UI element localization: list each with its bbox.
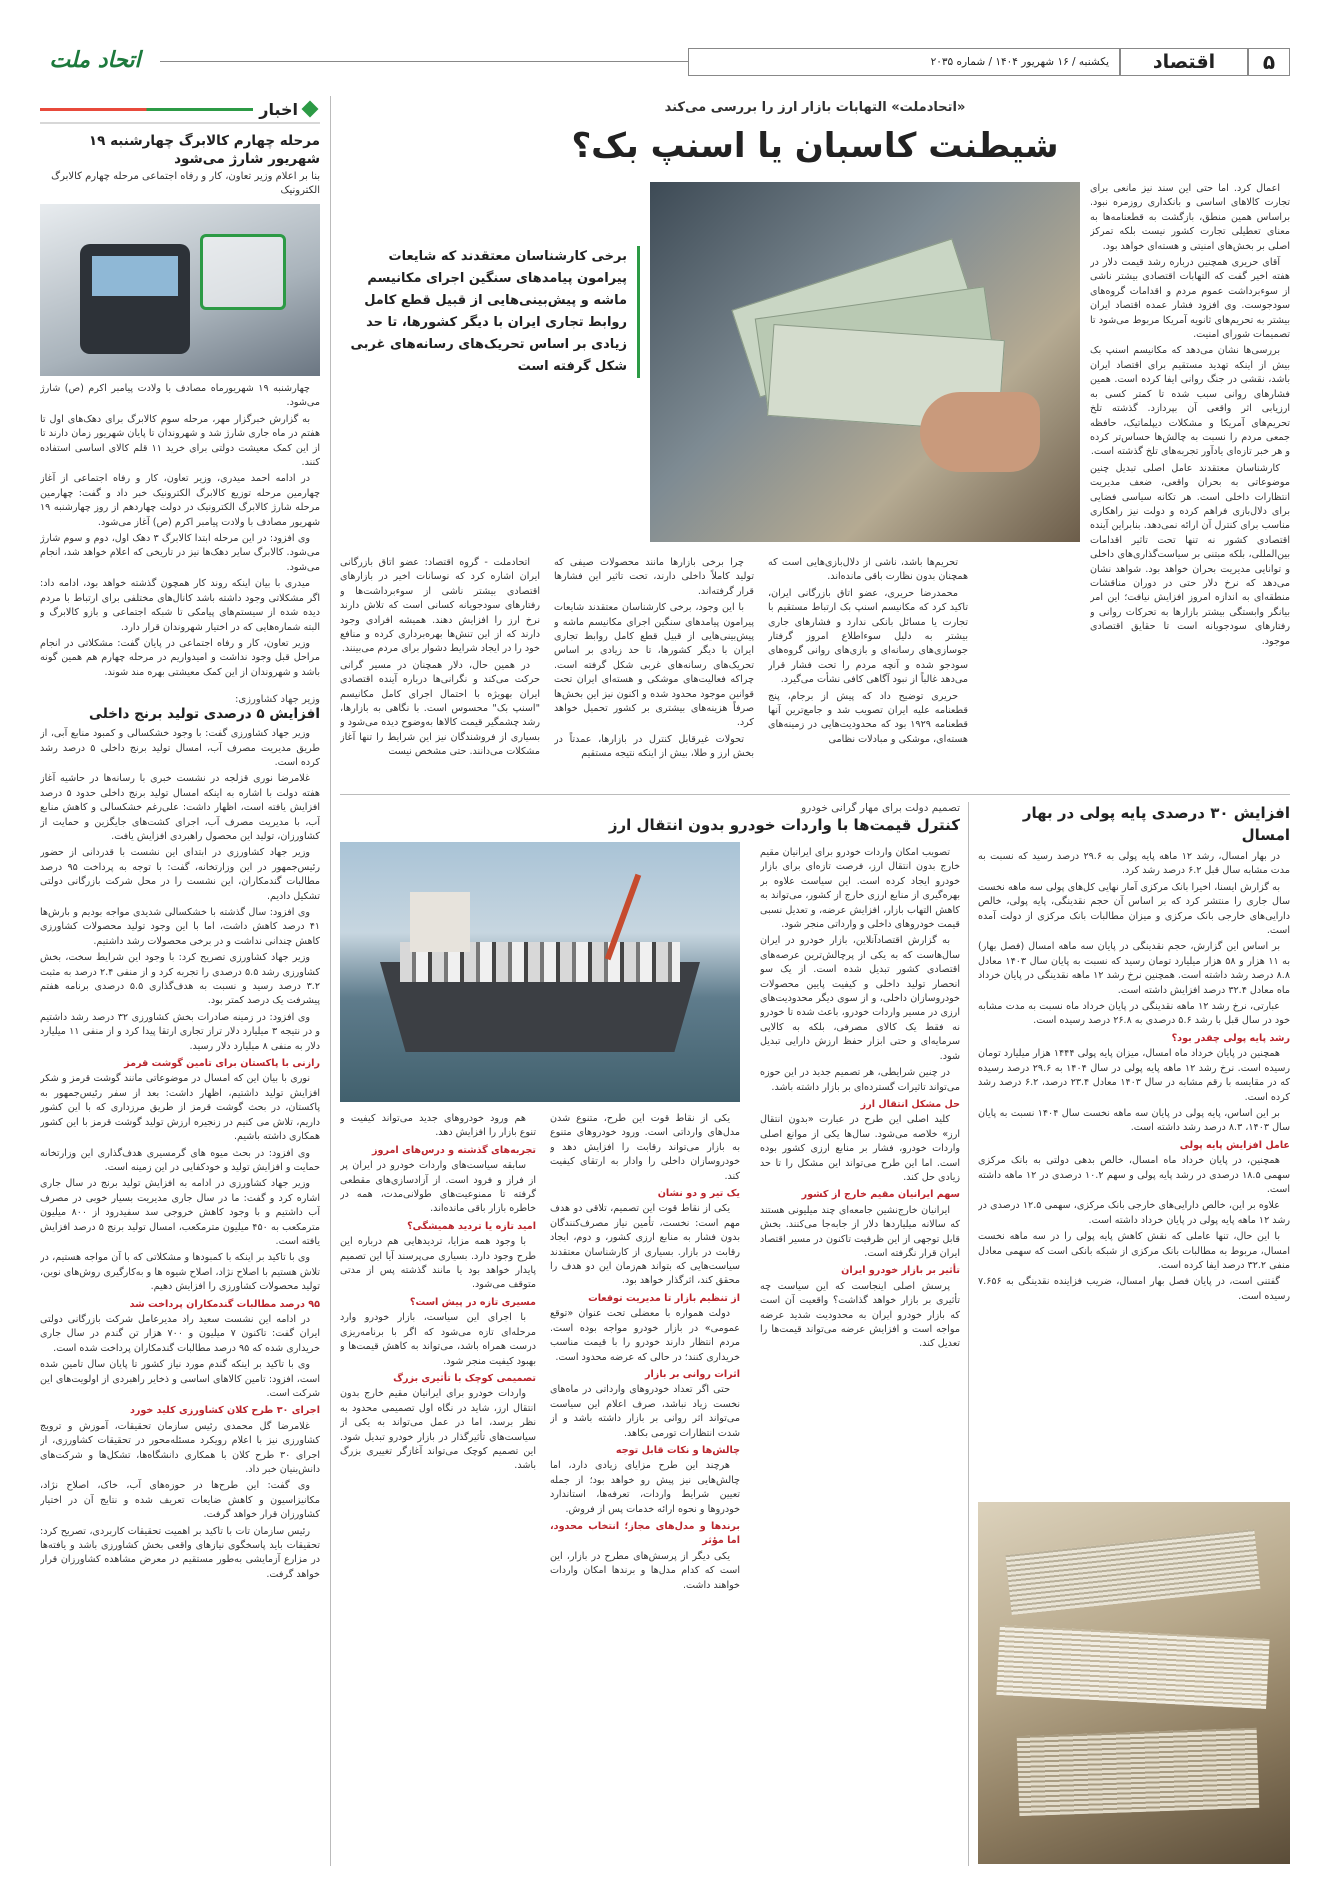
car-col-2 <box>550 1112 740 1864</box>
subheading: چالش‌ها و نکات قابل توجه <box>615 1444 740 1456</box>
paragraph: با این وجود، برخی کارشناسان معتقدند شایعات پیرامون پیامدهای سنگین اجرای مکانیسم ماشه و پیش‌بینی‌هایی از قبیل قطع کامل روابط تجاری ایران با دیگر کشورها، تا حد زیادی بر اساس تحریک‌های رسانه‌های غربی شکل گرفته است. چراکه فعالیت‌های موشکی و هسته‌ای ایران تحت قوانین موجود محدود شده و اکنون نیز این بخش‌ها صرفاً هزینه‌های بیشتری بر کشور تحمیل خواهد کرد. <box>554 602 754 729</box>
paragraph: ایرانیان خارج‌نشین جامعه‌ای چند میلیونی هستند که سالانه میلیاردها دلار از جابه‌جا می‌کنند. بخش قابل توجهی از این ظرفیت تاکنون در مسیر اقتصاد ایران قرار نگرفته است. <box>760 1204 960 1259</box>
cart-graphic-shape <box>200 234 286 310</box>
page-number-box <box>1248 48 1290 76</box>
paragraph: محمدرضا حریری، عضو اتاق بازرگانی ایران، تاکید کرد که مکانیسم اسنپ بک ارتباط مستقیم با تجارت یا مسائل بانکی ندارد و فشارهای جاری بیشتر به دلیل سوءاطلاع امروز گرفتار جوسازی‌های رسانه‌ای و بازی‌های روانی گروه‌های سودجو شده و آنچه مردم را تحت فشار قرار می‌دهد غالباً از نبود آگاهی کافی نشأت می‌گیرد. <box>768 587 968 686</box>
subheading: سهم ایرانیان مقیم خارج از کشور <box>801 1189 960 1201</box>
car-col-1 <box>760 846 960 1864</box>
subheading: ۹۵ درصد مطالبات گندمکاران پرداخت شد <box>129 1298 320 1310</box>
car-kicker: تصمیم دولت برای مهار گرانی خودرو <box>801 802 960 814</box>
subheading: رازنی با پاکستان برای تامین گوشت قرمز <box>124 1058 320 1070</box>
paragraph: در همین حال، دلار همچنان در مسیر گرانی حرکت می‌کند و نگرانی‌ها درباره آینده اقتصادی ایران بهویژه با احتمال اجرای کامل مکانیسم "اسنپ بک" محسوس است. با نگاهی به بازارها، رشد چشمگیر قیمت کالاها به‌وضوح دیده می‌شود و بسیاری از فروشندگان نیز این شرایط را تنها آغاز مشکلات می‌دانند. حتی مشخص نیست <box>340 659 540 758</box>
paragraph: عبارتی، نرخ رشد ۱۲ ماهه نقدینگی در پایان خرداد ماه نسبت به مدت مشابه خود در سال قبل با رشد ۵.۶ درصدی به ۲۶.۸ درصد رسیده است. <box>978 1001 1290 1027</box>
masthead <box>40 40 1290 82</box>
paragraph: هم ورود خودروهای جدید می‌تواند کیفیت و تنوع بازار را افزایش دهد. <box>340 1113 536 1139</box>
paragraph: با این حال، تنها عاملی که نقش کاهش پایه پولی را در سه ماهه نخست امسال، مربوط به مطالبات بانک مرکزی از شبکه بانکی است که سهمی معادل منفی ۳۲.۲ درصد ایفا کرده است. <box>978 1231 1290 1271</box>
ship-photo <box>340 842 740 1102</box>
subheading: تجربه‌های گذشته و درس‌های امروز <box>372 1144 536 1156</box>
paragraph: دولت همواره با معضلی تحت عنوان «توقع عمومی» در بازار خودرو مواجه بوده است. مردم انتظار دارند خودرو را با قیمت مناسب خریداری کنند؛ در حالی که عرضه محدود است. <box>550 1308 740 1363</box>
news-column <box>40 96 320 1866</box>
news-item1-title: مرحله چهارم کالابرگ چهارشنبه ۱۹ شهریور شارژ می‌شود <box>88 133 320 167</box>
cash-stack-shape <box>996 1625 1269 1709</box>
news-item1-lead: بنا بر اعلام وزیر تعاون، کار و رفاه اجتماعی مرحله چهارم کالابرگ الکترونیک <box>51 171 320 196</box>
car-article <box>340 802 960 1866</box>
subheading: حل مشکل انتقال ارز <box>860 1098 960 1110</box>
paragraph: با وجود همه مزایا، تردیدهایی هم درباره این طرح وجود دارد. بسیاری می‌پرسند آیا این تصمیم پایدار خواهد بود یا مانند گذشته پس از مدتی متوقف می‌شود. <box>340 1236 536 1291</box>
paragraph: آقای حریری همچنین درباره رشد قیمت دلار در هفته اخیر گفت که التهابات اقتصادی بیشتر ناشی از سوءبرداشت عموم مردم و اقدامات گروه‌های سودجوست. وی افزود فشار عمده اقتصاد ایران بیشتر به تحریم‌های ثانویه آمریکا مربوط می‌شود تا تصمیمات شورای امنیت. <box>1090 257 1290 341</box>
paragraph: چرا برخی بازارها مانند محصولات صیفی که تولید کاملاً داخلی دارند، تحت تاثیر این فشارها قرار گرفته‌اند. <box>554 557 754 597</box>
paragraph: وی با تاکید بر اینکه با کمبودها و مشکلاتی که با آن مواجه هستیم، در تلاش هستیم با اصلاح نژاد، اصلاح شیوه ها و به‌کارگیری روش‌های نوین، تولید محصولات کشاورزی را افزایش دهیم. <box>40 1252 320 1293</box>
car-col-3 <box>340 1112 536 1864</box>
diamond-icon <box>302 101 319 118</box>
cash-stack-shape <box>1017 1728 1260 1816</box>
paragraph: رئیس سازمان تات با تاکید بر اهمیت تحقیقات کاربردی، تصریح کرد: تحقیقات باید پاسخگوی نیازهای واقعی بخش کشاورزی باشد و یافته‌ها در مزارع آزمایشی به‌طور مستقیم در معرض مشاهده کشاورزان قرار خواهد گرفت. <box>40 1525 320 1580</box>
paragraph: کارشناسان معتقدند عامل اصلی تبدیل چنین موضوعاتی به بحران واقعی، ضعف مدیریت انتظارات داخلی است. هر تکانه سیاسی فضایی برای دلال‌بازی فراهم کرده و دولت نیز راهکاری مناسب برای کنترل آن ارائه نمی‌دهد. بنابراین آینده اقتصادی کشور نه تنها تحت تاثیر اقدامات بین‌المللی، بلکه مبتنی بر سیاست‌گذاری‌های داخلی و توانایی مدیریت بحران خواهد بود. شواهد نشان می‌دهد که نرخ دلار حتی در دوران مناقشات منطقه‌ای به اندازه امروز افزایش نیافت؛ این امر بیانگر وابستگی بیشتر بازارها به تحرکات روانی و رفتارهای سودجویانه است تا حقایق اقتصادی موجود. <box>1090 462 1290 647</box>
money-article <box>978 802 1290 1866</box>
pullquote: برخی کارشناسان معتقدند که شایعات پیرامون پیامدهای سنگین اجرای مکانیسم ماشه و پیش‌بینی‌هایی از قبیل قطع کامل روابط تجاری ایران با دیگر کشورها، تا حد زیادی بر اساس تحریک‌های رسانه‌های غربی شکل گرفته است <box>340 246 640 378</box>
subheading: یک تیر و دو نشان <box>657 1188 740 1200</box>
paragraph: سابقه سیاست‌های واردات خودرو در ایران پر از فراز و فرود است. از آزادسازی‌های مقطعی گرفته تا ممنوعیت‌های طولانی‌مدت، همه در خاطره بازار باقی مانده‌اند. <box>340 1160 536 1215</box>
paragraph: وی افزود: در زمینه صادرات بخش کشاورزی ۳۲ درصد رشد داشتیم و در نتیجه ۳ میلیارد دلار تراز تجاری ارتقا پیدا کرد و از منفی ۱۱ میلیارد دلار به منفی ۸ میلیارد دلار رسید. <box>40 1011 320 1052</box>
paragraph: یکی از نقاط قوت این طرح، متنوع شدن مدل‌های وارداتی است. ورود خودروهای متنوع به بازار می‌تواند رقابت را افزایش دهد و خودروسازان داخلی را وادار به ارتقای کیفیت کند. <box>550 1113 740 1182</box>
paragraph: حتی اگر تعداد خودروهای وارداتی در ماه‌های نخست زیاد نباشد، صرف اعلام این سیاست می‌تواند اثر روانی بر بازار داشته باشد و از شدت انتظارات تورمی بکاهد. <box>550 1384 740 1439</box>
main-kicker: «اتحادملت» التهابات بازار ارز را بررسی می‌کند <box>664 100 966 115</box>
paragraph: اعمال کرد. اما حتی این سند نیز مانعی برای تجارت کالاهای اساسی و بانکداری روزمره نبود. براساس همین منطق، بازگشت به قطعنامه‌ها به معنای تعطیلی تجارت کشور نیست بلکه تمرکز اصلی بر بخش‌های امنیتی و هسته‌ای خواهد بود. <box>1090 183 1290 252</box>
paragraph: گفتنی است، در پایان فصل بهار امسال، ضریب فزاینده نقدینگی به ۷.۶۵۶ رسیده است. <box>978 1276 1290 1302</box>
paragraph: وزیر تعاون، کار و رفاه اجتماعی در پایان گفت: مشکلاتی در انجام مراحل قبل وجود نداشت و امیدواریم در مرحله چهارم هم همین گونه باشد و شهروندان از این کمک معیشتی بهره مند شوند. <box>40 637 320 678</box>
column-divider <box>968 802 969 1866</box>
subheading: برندها و مدل‌های مجاز؛ انتخاب محدود، اما مؤثر <box>550 1520 740 1547</box>
subheading: عامل افزایش پایه پولی <box>1179 1139 1290 1151</box>
paragraph: در ادامه احمد میدری، وزیر تعاون، کار و رفاه اجتماعی از آغاز چهارمین مرحله توزیع کالابرگ الکترونیک خبر داد و گفت: چهارمین مرحله شارژ کالابرگ الکترونیک در دولت چهاردهم از روز چهارشنبه ۱۹ شهریور مصادف با ولادت پیامبر اکرم (ص) آغاز می‌شود. <box>40 473 320 528</box>
paragraph: به گزارش خبرگزار مهر، مرحله سوم کالابرگ برای دهک‌های اول تا هفتم در ماه جاری شارژ شد و شهروندان تا پایان شهریور زمان دارند تا از این کمک معیشت دولتی برای خرید ۱۱ قلم کالای اساسی استفاده کنند. <box>40 413 320 469</box>
paragraph: پرسش اصلی اینجاست که این سیاست چه تأثیری بر بازار خواهد گذاشت؟ واقعیت آن است که بازار خودرو ایران به محدودیت شدید عرضه مواجه است و افزایش عرضه می‌تواند قیمت‌ها را تعدیل کند. <box>760 1280 960 1350</box>
paragraph: وی گفت: این طرح‌ها در حوزه‌های آب، خاک، اصلاح نژاد، مکانیزاسیون و کاهش ضایعات تعریف شده و نتایج آن در اختیار کشاورزان قرار خواهد گرفت. <box>40 1480 320 1521</box>
paragraph: یکی از نقاط قوت این تصمیم، تلاقی دو هدف مهم است: نخست، تأمین نیاز مصرف‌کنندگان بدون فشار به منابع ارزی کشور، و دوم، ایجاد رقابت در بازار. بسیاری از کارشناسان معتقدند سیاست‌هایی که بتواند هم‌زمان این دو هدف را محقق کند، اثرگذار خواهد بود. <box>550 1203 740 1287</box>
paragraph: در بهار امسال، رشد ۱۲ ماهه پایه پولی به ۲۹.۶ درصد رسید که نسبت به مدت مشابه سال قبل ۶.۲ درصد رشد کرد. <box>978 851 1290 877</box>
paragraph: در ادامه این نشست سعید راد مدیرعامل شرکت بازرگانی دولتی ایران گفت: تاکنون ۷ میلیون و ۷۰۰ هزار تن گندم در سال جاری خریداری شده که ۹۵ درصد مطالبات گندمکاران پرداخت شده است. <box>40 1313 320 1354</box>
subheading: تصمیمی کوچک با تأثیری بزرگ <box>393 1372 536 1384</box>
horizontal-divider <box>340 794 1290 795</box>
car-headline: کنترل قیمت‌ها با واردات خودرو بدون انتقال ارز <box>608 816 960 834</box>
pos-screen-shape <box>92 256 178 296</box>
paragraph: وزیر جهاد کشاورزی تصریح کرد: با وجود این شرایط سخت، بخش کشاورزی رشد ۵.۵ درصدی را تجربه کرد و از منفی ۲.۴ درصد به مثبت ۳.۲ درصد رسید و نسبت به هدف‌گذاری ۵.۵ درصدی برنامه هفتم پیشرفت یک درصد کمتر بود. <box>40 952 320 1007</box>
paragraph: وی افزود: سال گذشته با خشکسالی شدیدی مواجه بودیم و بارش‌ها ۴۱ درصد کاهش داشت، اما با این وجود تولید محصولات کشاورزی کاهش چندانی نداشت و در برخی محصولات رشد داشتیم. <box>40 907 320 947</box>
paragraph: میدری با بیان اینکه روند کار همچون گذشته خواهد بود، ادامه داد: اگر مشکلاتی وجود داشته باشد کانال‌های مختلفی برای ارتباط با مردم دیده شده از سیستم‌های پیامکی تا شبکه اجتماعی و بازو کالابرگ و البته شماره‌هایی که در اختیار شهروندان قرار دارد. <box>40 578 320 633</box>
news-heading: اخبار <box>259 99 298 119</box>
main-col-right <box>1090 182 1290 782</box>
subheading: مسیری تازه در پیش است؟ <box>409 1296 536 1308</box>
paragraph: با اجرای این سیاست، بازار خودرو وارد مرحله‌ای تازه می‌شود که اگر با برنامه‌ریزی درست همراه باشد، می‌تواند به کاهش قیمت‌ها و بهبود کیفیت منجر شود. <box>340 1312 536 1367</box>
section-title: اقتصاد <box>1152 51 1216 73</box>
paragraph: واردات خودرو برای ایرانیان مقیم خارج بدون انتقال ارز، شاید در نگاه اول تصمیمی محدود به نظر برسد، اما در عمل می‌تواند به یکی از سیاست‌های تأثیرگذار در بازار خودرو تبدیل شود. این تصمیم کوچک می‌تواند آغازگر تغییری بزرگ باشد. <box>340 1388 536 1472</box>
paragraph: همچنین، در پایان خرداد ماه امسال، خالص بدهی دولتی به بانک مرکزی سهمی ۱۸.۵ درصدی در رشد پایه پولی و سهم ۱۰.۲ درصدی در ۱۲ ماهه داشته است. <box>978 1155 1290 1195</box>
news-item2-kicker: وزیر جهاد کشاورزی: <box>234 694 320 706</box>
card-reader-photo <box>40 204 320 376</box>
paragraph: یکی دیگر از پرسش‌های مطرح در بازار، این است که کدام مدل‌ها و برندها امکان واردات خواهند داشت. <box>550 1550 740 1591</box>
logo-text: اتحاد ملت <box>49 47 141 73</box>
paragraph: بررسی‌ها نشان می‌دهد که مکانیسم اسنپ بک بیش از اینکه تهدید مستقیم برای اقتصاد ایران باشد، نقشی در جنگ روانی ایفا کرده است. همین فشارهای روانی سبب شده تا کمتر کسی به ارزیابی اثر واقعی آن بپردازد. گذشته تلخ تحریم‌های آمریکا و مشکلات دیپلماتیک، حافظه جمعی مردم را نسبت به چالش‌ها حساس‌تر کرده و هر خبر تازه‌ای یادآور تجربه‌های تلخ گذشته است. <box>1090 345 1290 458</box>
date-box <box>688 48 1120 76</box>
paragraph: بر این اساس، پایه پولی در پایان سه ماهه نخست سال ۱۴۰۴ نسبت به پایان سال ۱۴۰۳، ۸.۳ درصد رشد داشته است. <box>978 1107 1290 1134</box>
money-headline: افزایش ۳۰ درصدی پایه پولی در بهار امسال <box>1022 804 1290 844</box>
paragraph: وی افزود: در این مرحله ابتدا کالابرگ ۳ دهک اول، دوم و سوم شارژ می‌شود. کالابرگ سایر دهک‌ها نیز در تاریخی که اعلام خواهد شد، انجام می‌شود. <box>40 533 320 573</box>
paragraph: حریری توضیح داد که پیش از برجام، پنج قطعنامه علیه ایران تصویب شد و جامع‌ترین آنها قطعنامه ۱۹۲۹ بود که محدودیت‌هایی در زمینه‌های هسته‌ای، موشکی و مبادلات نظامی <box>768 690 968 745</box>
main-col-b <box>554 556 754 781</box>
news-item2-title: افزایش ۵ درصدی تولید برنج داخلی <box>89 706 320 723</box>
paragraph: تصویب امکان واردات خودرو برای ایرانیان مقیم خارج بدون انتقال ارز، فرصت تازه‌ای برای بازار خودرو ایجاد کرده است. این سیاست علاوه بر بهره‌گیری از منابع ارزی خارج از کشور، می‌تواند به کاهش التهاب بازار، افزایش عرضه، و تعدیل نسبی قیمت خودروهای داخلی و وارداتی منجر شود. <box>760 847 960 931</box>
banknotes-photo <box>978 1502 1290 1864</box>
pullquote-box <box>340 246 640 506</box>
paragraph: تحولات غیرقابل کنترل در بازارها، عمدتاً در بخش ارز و طلا، بیش از اینکه نتیجه مستقیم <box>554 733 754 760</box>
paragraph: وی با تاکید بر اینکه گندم مورد نیاز کشور تا پایان سال تامین شده است، افزود: تامین کالاهای اساسی و ذخایر راهبردی از اولویت‌های این شرکت است. <box>40 1359 320 1399</box>
paragraph: همچنین در پایان خرداد ماه امسال، میزان پایه پولی ۱۴۴۴ هزار میلیارد تومان رسیده است. نرخ رشد ۱۲ ماهه پایه پولی در سال ۱۴۰۴ به ۲۹.۶ درصد رسیده که در مقایسه با رقم مشابه در سال ۱۴۰۳ معادل ۲۳.۴ درصد، ۶.۲ درصد رشد کرده است. <box>978 1048 1290 1103</box>
subheading: اجرای ۳۰ طرح کلان کشاورزی کلید خورد <box>129 1405 320 1417</box>
section-box <box>1120 48 1248 76</box>
news-item1-body <box>40 382 320 680</box>
paragraph: کلید اصلی این طرح در عبارت «بدون انتقال ارز» خلاصه می‌شود. سال‌ها یکی از موانع اصلی واردات خودرو، فشار بر منابع ارزی کشور بوده است. اما این طرح می‌تواند این مشکل را تا حد زیادی حل کند. <box>760 1114 960 1183</box>
money-body <box>978 850 1290 1510</box>
subheading: امید تازه یا تردید همیشگی؟ <box>407 1220 536 1232</box>
paragraph: وی افزود: در بحث میوه های گرمسیری هدف‌گذاری این وزارتخانه حمایت و افزایش تولید و خودکفایی در این زمینه است. <box>40 1147 320 1173</box>
subheading: رشد پایه پولی چقدر بود؟ <box>1171 1032 1290 1044</box>
main-col-a <box>340 556 540 781</box>
main-headline: شیطنت کاسبان یا اسنپ بک؟ <box>571 126 1059 166</box>
news-heading-stripe <box>40 108 253 111</box>
paragraph: غلامرضا گل محمدی رئیس سازمان تحقیقات، آموزش و ترویج کشاورزی نیز با اعلام رویکرد مسئله‌محور در تحقیقات کشاورزی، از اجرای ۳۰ طرح کلان با همکاری دانشگاه‌ها، تشکل‌ها و شرکت‌های دانش‌بنیان خبر داد. <box>40 1420 320 1476</box>
subheading: اثرات روانی بر بازار <box>644 1368 740 1380</box>
masthead-rule <box>160 61 688 62</box>
logo <box>40 40 150 82</box>
date-issue: یکشنبه / ۱۶ شهریور ۱۴۰۴ / شماره ۲۰۳۵ <box>930 56 1109 68</box>
paragraph: وزیر جهاد کشاورزی در ادامه به افزایش تولید برنج در سال جاری اشاره کرد و گفت: ما در سال جاری مدیریت بسیار خوبی در مصرف آب داشتیم و با وجود کاهش خروجی سد سفیدرود از ۸۰۰ میلیون مترمکعب به ۴۵۰ میلیون مترمکعب، امسال تولید برنج ۵ درصد افزایش یافته است. <box>40 1178 320 1247</box>
paragraph: به گزارش ایسنا، اخیرا بانک مرکزی آمار نهایی کل‌های پولی سه ماهه نخست سال جاری را منتشر کرد که بر اساس آن حجم نقدینگی، پایه پولی، خالص دارایی‌های خارجی بانک مرکزی و میزان مطالبات بانک مرکزی از دولت آمده است. <box>978 881 1290 937</box>
hand-shape <box>920 392 1040 472</box>
subheading: تأثیر بر بازار خودرو ایران <box>841 1265 960 1277</box>
paragraph: وزیر جهاد کشاورزی در ابتدای این نشست با قدردانی از حضور رئیس‌جمهور در این وزارتخانه، گفت: با توجه به پرداخت ۹۵ درصد مطالبات گندمکاران، این نشست را در محل شرکت بازرگانی دولتی تشکیل دادیم. <box>40 847 320 902</box>
paragraph: چهارشنبه ۱۹ شهریورماه مصادف با ولادت پیامبر اکرم (ص) شارژ می‌شود. <box>40 383 320 409</box>
paragraph: هرچند این طرح مزایای زیادی دارد، اما چالش‌هایی نیز پیش رو خواهد بود؛ از جمله تعیین شرایط واردات، تعرفه‌ها، استاندارد خودروها و نحوه ارائه خدمات پس از فروش. <box>550 1460 740 1515</box>
paragraph: غلامرضا نوری قزلجه در نشست خبری با رسانه‌ها در حاشیه آغاز هفته دولت با اشاره به اینکه امسال تولید برنج داخلی حدود ۵ درصد افزایش یافته است، اظهار داشت: علی‌رغم خشکسالی و کاهش منابع آب، با مدیریت مصرف آب، اجرای کشت‌های جایگزین و حمایت از کشاورزان، تولید این محصول راهبردی افزایش یافت. <box>40 773 320 842</box>
page-number: ۵ <box>1262 50 1276 74</box>
subheading: از تنظیم بازار تا مدیریت توقعات <box>588 1292 740 1304</box>
paragraph: اتحادملت - گروه اقتصاد: عضو اتاق بازرگانی ایران اشاره کرد که نوسانات اخیر در بازارهای اقتصادی بیشتر ناشی از سوءبرداشت‌ها و رفتارهای سودجویانه کسانی است که تلاش دارند نرخ ارز را افزایش دهند. همیشه افرادی وجود دارند که از این تنش‌ها بهره‌برداری کرده و منافع خود را در ایجاد شرایط دشوار برای مردم می‌بینند. <box>340 557 540 655</box>
paragraph: وزیر جهاد کشاورزی گفت: با وجود خشکسالی و کمبود منابع آبی، از طریق مدیریت مصرف آب، امسال تولید برنج داخلی ۵ درصد رشد کرده است. <box>40 728 320 768</box>
paragraph: نوری با بیان این که امسال در موضوعاتی مانند گوشت قرمز و شکر افزایش تولید داشتیم، اظهار داشت: بعد از سفر رئیس‌جمهور به پاکستان، در بحث گوشت قرمز از طریق مرزداری که با این کشور داریم، تلاش می کنیم در زنجیره ارزش تولید گوشت قرمز با این کشور همکاری داشته باشیم. <box>40 1073 320 1143</box>
main-article <box>340 96 1290 786</box>
paragraph: به گزارش اقتصادآنلاین، بازار خودرو در ایران سال‌هاست که به یکی از پرچالش‌ترین عرصه‌های اقتصادی کشور تبدیل شده است. از یک سو انحصار تولید داخلی و کیفیت پایین محصولات خودروسازان داخلی، و از سوی دیگر محدودیت‌های ارزی در مسیر واردات خودرو، باعث شده تا خودرو نه فقط یک کالای مصرفی، بلکه به کالایی سرمایه‌ای و حتی ابزار حفظ ارزش دارایی تبدیل شود. <box>760 935 960 1062</box>
column-divider <box>330 96 331 1866</box>
news-heading-bar <box>40 96 320 124</box>
news-item2-body <box>40 727 320 1582</box>
paragraph: علاوه بر این، خالص دارایی‌های خارجی بانک مرکزی، سهمی ۱۲.۵ درصدی در رشد ۱۲ ماهه پایه پولی در پایان خرداد داشته است. <box>978 1200 1290 1226</box>
cash-stack-shape <box>1006 1529 1261 1615</box>
dollar-photo <box>650 182 1080 542</box>
paragraph: در چنین شرایطی، هر تصمیم جدید در این حوزه می‌تواند تاثیرات گسترده‌ای بر بازار داشته باشد. <box>760 1067 960 1093</box>
paragraph: تحریم‌ها باشد، ناشی از دلال‌بازی‌هایی است که همچنان بدون نظارت باقی مانده‌اند. <box>768 557 968 583</box>
paragraph: بر اساس این گزارش، حجم نقدینگی در پایان سه ماهه امسال (فصل بهار) به ۱۱ هزار و ۵۸ هزار میلیارد تومان رسید که نسبت به پایان سال ۱۴۰۳ معادل ۸.۸ درصد رشد داشته است. همچنین نرخ رشد ۱۲ ماهه نقدینگی در پایان خرداد ماه معادل ۳۲.۴ درصد افزایش داشته است. <box>978 941 1290 996</box>
ship-bridge-shape <box>410 892 470 952</box>
main-col-c <box>768 556 968 781</box>
